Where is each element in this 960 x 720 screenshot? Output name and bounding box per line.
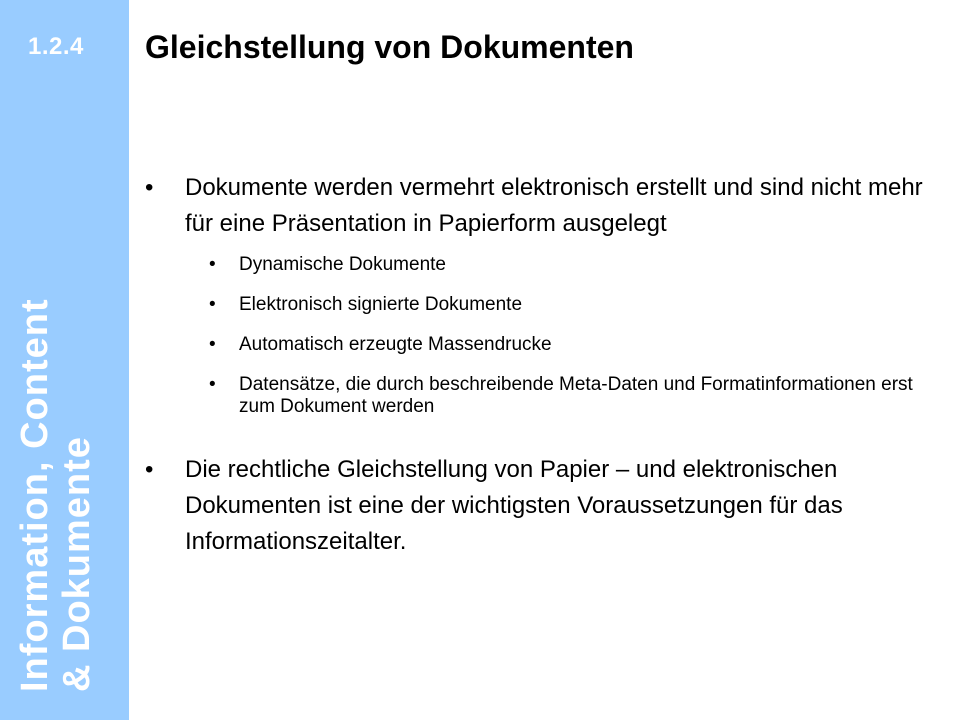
sub-bullet-text: Elektronisch signierte Dokumente	[239, 294, 523, 315]
sub-bullet-list	[145, 254, 935, 418]
sub-bullet-item	[145, 294, 935, 316]
sub-bullet-text: Datensätze, die durch beschreibende Meta-Daten und Formatinformationen erst zum Dokument werden	[239, 374, 913, 417]
bullet-marker: •	[209, 254, 216, 275]
bullet-marker: •	[209, 374, 216, 395]
sidebar-title-line-2: & Dokumente	[56, 436, 98, 692]
bullet-text: Die rechtliche Gleichstellung von Papier – und elektronischen Dokumenten ist eine der wichtigsten Voraussetzungen für das Informationszeitalter.	[185, 456, 843, 555]
bullet-item-1	[145, 170, 935, 242]
sub-bullet-item	[145, 334, 935, 356]
bullet-marker: •	[145, 456, 154, 483]
sub-bullet-item	[145, 374, 935, 418]
sidebar-vertical-title	[14, 298, 98, 692]
sub-bullet-item	[145, 254, 935, 276]
bullet-marker: •	[145, 174, 154, 201]
slide-content	[145, 170, 935, 560]
bullet-marker: •	[209, 294, 216, 315]
sidebar-title-line-1: Information, Content	[14, 298, 56, 692]
sub-bullet-text: Dynamische Dokumente	[239, 254, 446, 275]
bullet-item-2	[145, 452, 935, 560]
sidebar-band	[0, 0, 129, 720]
bullet-text: Dokumente werden vermehrt elektronisch erstellt und sind nicht mehr für eine Präsentation in Papierform ausgelegt	[185, 174, 923, 237]
sub-bullet-text: Automatisch erzeugte Massendrucke	[239, 334, 552, 355]
section-number: 1.2.4	[28, 33, 84, 60]
page-title: Gleichstellung von Dokumenten	[145, 29, 634, 65]
bullet-marker: •	[209, 334, 216, 355]
